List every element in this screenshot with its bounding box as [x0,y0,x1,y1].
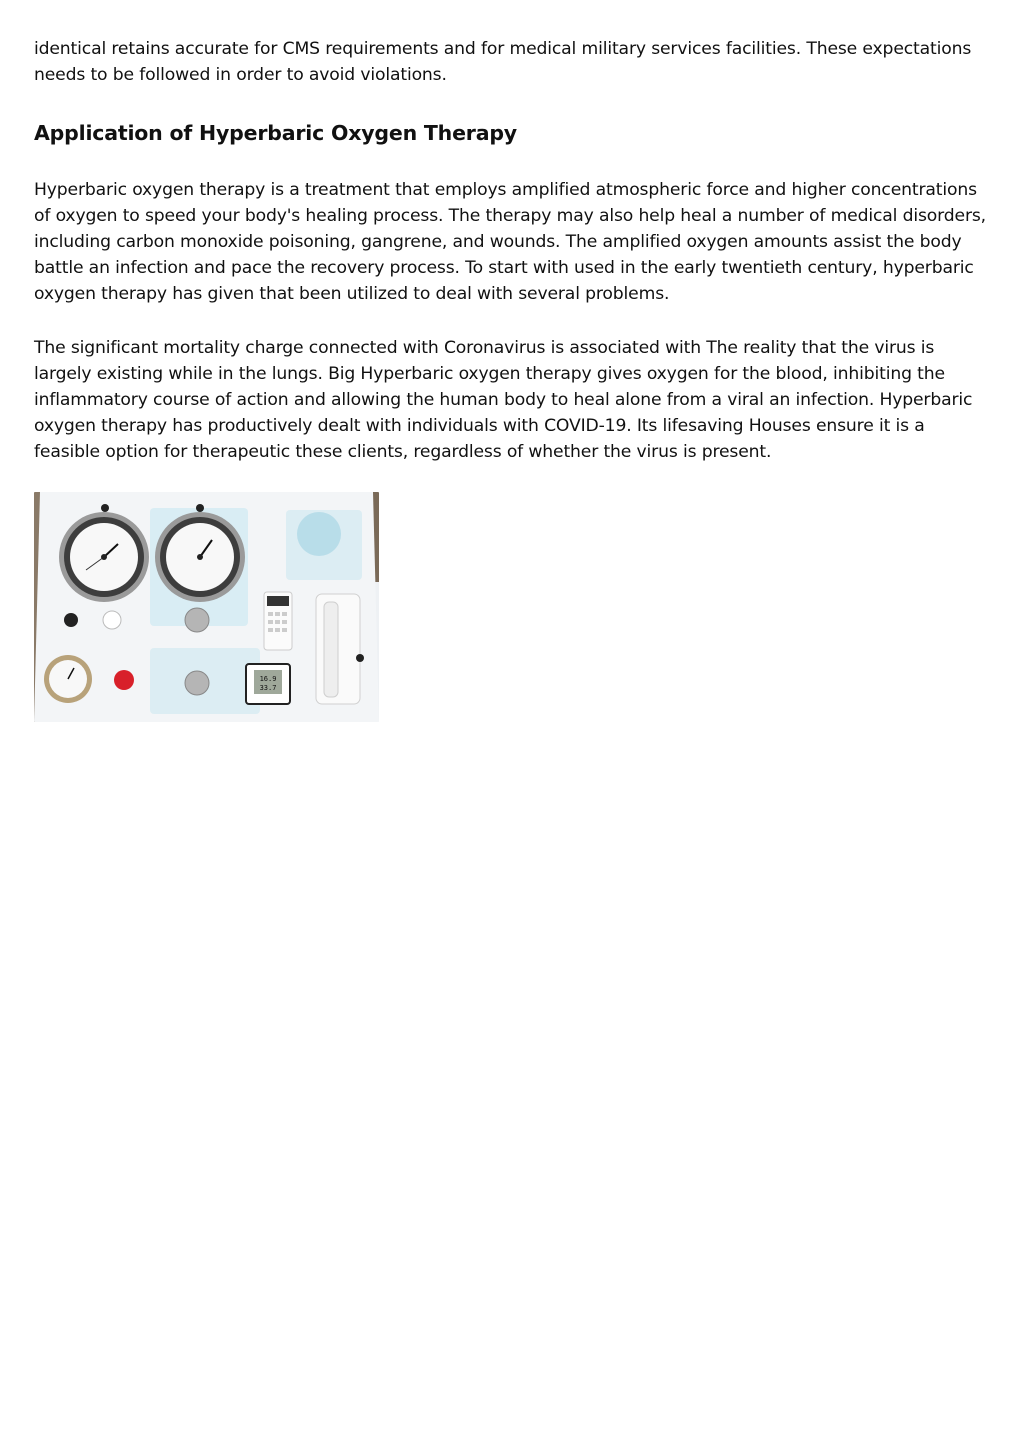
display-reading-bottom: 33.7 [259,684,277,692]
body-paragraph-2: The significant mortality charge connected with Coronavirus is associated with The reality that the virus is largely existing while in the lungs. Big Hyperbaric oxygen therapy gives oxygen for the blood, inhibiting the inflammatory course of action and allowing the human body to heal alone from a viral an infection. Hyperbaric oxygen therapy has productively dealt with individuals with COVID-19. Its lifesaving Houses ensure it is a feasible option for therapeutic these clients, regardless of whether the virus is present. [34,338,973,462]
section-heading: Application of Hyperbaric Oxygen Therapy [34,121,517,145]
body-paragraph-1: Hyperbaric oxygen therapy is a treatment that employs amplified atmospheric force and higher concentrations of oxygen to speed your body's healing process. The therapy may also help heal a number of medical disorders, including carbon monoxide poisoning, gangrene, and wounds. The amplified oxygen amounts assist the body battle an infection and pace the recovery process. To start with used in the early twentieth century, hyperbaric oxygen therapy has given that been utilized to deal with several problems. [34,180,986,304]
intro-paragraph: identical retains accurate for CMS requirements and for medical military services facilities. These expectations needs to be followed in order to avoid violations. [34,39,972,85]
control-panel-photo [34,492,379,722]
display-reading-top: 16.9 [259,675,277,683]
